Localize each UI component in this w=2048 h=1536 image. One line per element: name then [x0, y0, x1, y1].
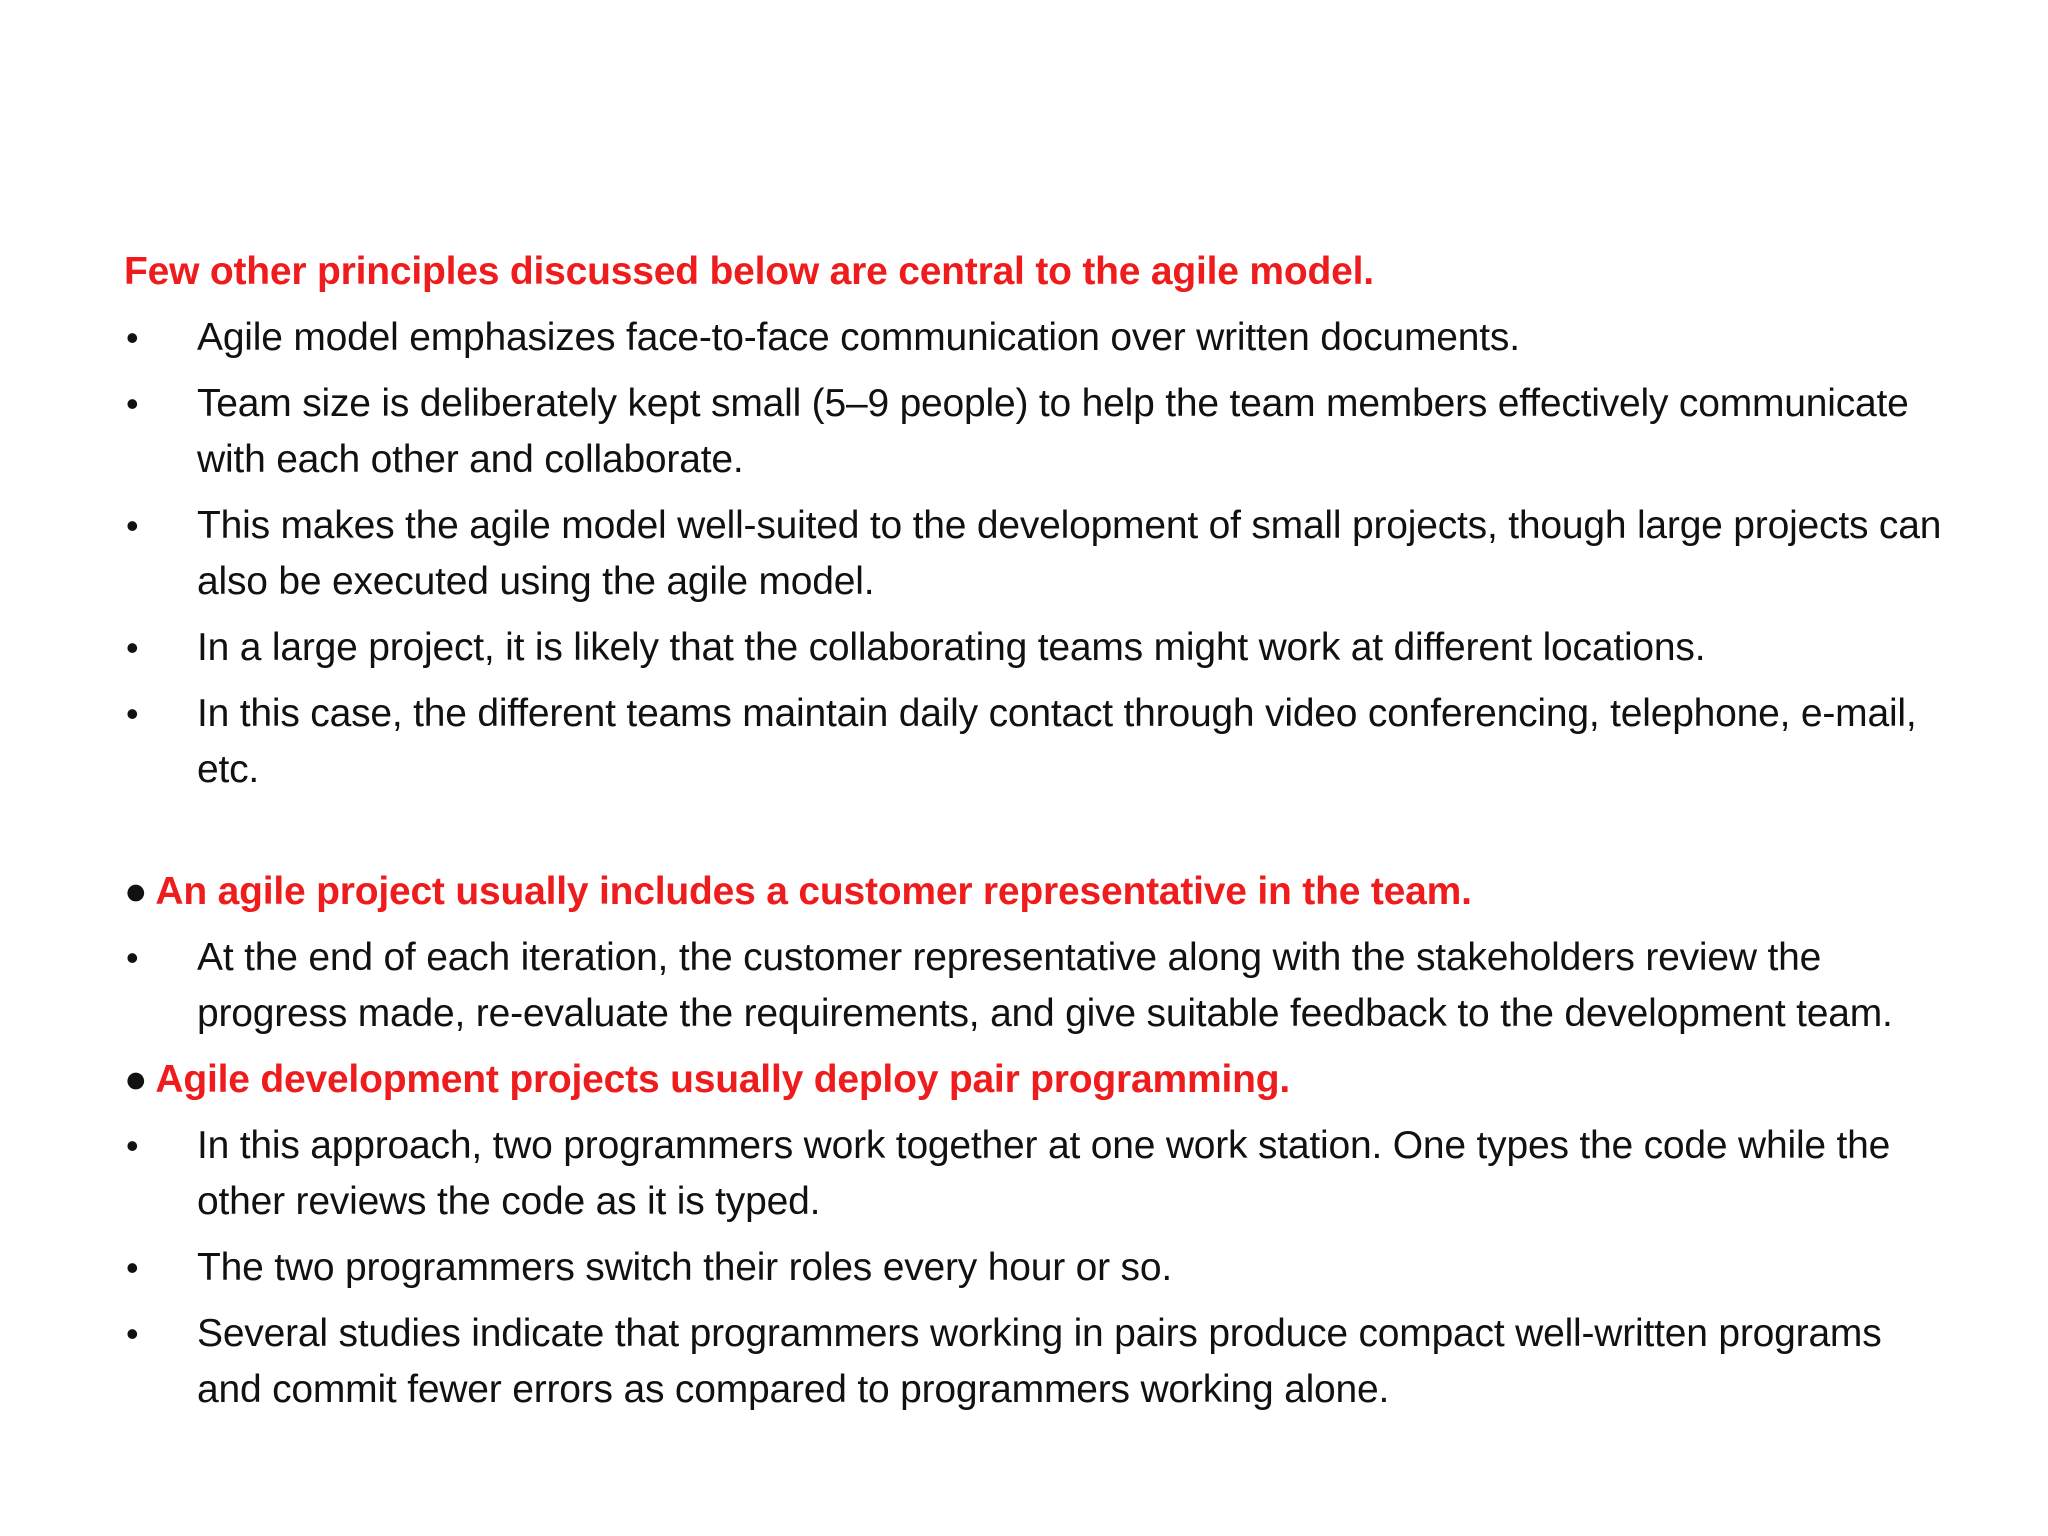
list-item: • In a large project, it is likely that the collaborating teams might work at different locations.: [124, 620, 1944, 676]
section-heading-customer-representative: [124, 864, 1944, 920]
round-bullet-icon: ●: [124, 1058, 148, 1101]
round-bullet-icon: ●: [124, 870, 148, 913]
section-heading-pair-programming: [124, 1052, 1944, 1108]
list-item: • At the end of each iteration, the customer representative along with the stakeholders review the progress made, re-evaluate the requirements, and give suitable feedback to the development team.: [124, 930, 1944, 1042]
list-item: • Team size is deliberately kept small (5–9 people) to help the team members effectively communicate with each other and collaborate.: [124, 376, 1944, 488]
section-heading-text: An agile project usually includes a customer representative in the team.: [155, 870, 1472, 913]
bullet-list-principles: [124, 310, 1944, 798]
list-item: • In this approach, two programmers work together at one work station. One types the code while the other reviews the code as it is typed.: [124, 1118, 1944, 1230]
list-item: • The two programmers switch their roles every hour or so.: [124, 1240, 1944, 1296]
list-item: • Several studies indicate that programmers working in pairs produce compact well-written programs and commit fewer errors as compared to programmers working alone.: [124, 1306, 1944, 1418]
section-heading-text: Agile development projects usually deploy pair programming.: [155, 1058, 1290, 1101]
list-item: • Agile model emphasizes face-to-face communication over written documents.: [124, 310, 1944, 366]
bullet-list-customer-representative: [124, 930, 1944, 1042]
list-item: • This makes the agile model well-suited to the development of small projects, though large projects can also be executed using the agile model.: [124, 498, 1944, 610]
section-heading-principles: [124, 244, 1944, 300]
slide-content: [124, 244, 1944, 1418]
bullet-list-pair-programming: [124, 1118, 1944, 1418]
section-spacer: [124, 798, 1944, 854]
list-item: • In this case, the different teams maintain daily contact through video conferencing, telephone, e-mail, etc.: [124, 686, 1944, 798]
section-heading-text: Few other principles discussed below are central to the agile model.: [124, 250, 1374, 293]
